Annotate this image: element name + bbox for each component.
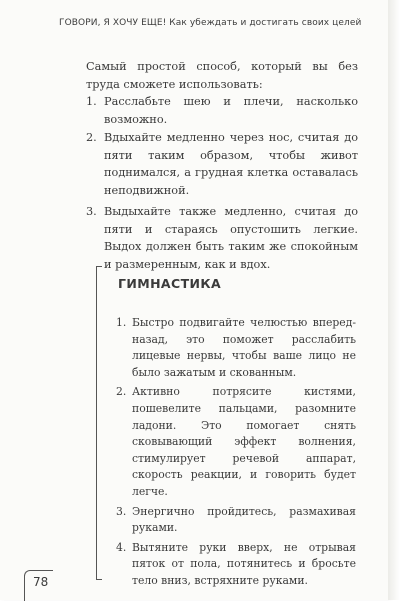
page-edge (388, 0, 400, 600)
running-header: ГОВОРИ, Я ХОЧУ ЕЩЕ! Как убеждать и достигать своих целей (59, 18, 362, 28)
list-item (116, 384, 356, 500)
gymnastics-steps-list (116, 315, 356, 590)
page-number (24, 570, 52, 598)
list-item-number: 3. (116, 504, 127, 518)
intro-section (86, 58, 358, 274)
list-item-text: Выдыхайте также медленно, считая до пяти и стараясь опустошить легкие. Выдох должен быть таким же спокойным и размеренным, как и вдох. (104, 205, 358, 271)
list-item (116, 315, 356, 381)
list-item (86, 203, 358, 273)
gymnastics-section (116, 315, 356, 593)
list-item (86, 129, 358, 199)
intro-lead: Самый простой способ, который вы без труда сможете использовать: (86, 60, 358, 91)
list-item (86, 93, 358, 128)
list-item-number: 4. (116, 540, 127, 554)
list-item-number: 3. (86, 205, 97, 218)
list-item-text: Быстро подвигайте челюстью вперед-назад, это поможет расслабить лицевые нервы, чтобы ваше лицо не было зажатым и скованным. (132, 316, 356, 379)
list-item (116, 504, 356, 537)
list-item-text: Вытяните руки вверх, не отрывая пяток от пола, потянитесь и бросьте тело вниз, встряхните руками. (132, 540, 356, 587)
breathing-steps-list (86, 93, 358, 273)
list-item-number: 1. (86, 95, 97, 108)
list-item (116, 540, 356, 590)
sidebar-rule-top-tick (96, 266, 102, 267)
list-item-text: Расслабьте шею и плечи, насколько возможно. (104, 95, 358, 126)
sidebar-rule (96, 266, 97, 580)
list-item-number: 1. (116, 316, 127, 329)
list-item-text: Вдыхайте медленно через нос, считая до пяти таким образом, чтобы живот поднимался, а грудная клетка оставалась неподвижной. (104, 131, 358, 197)
section-title: ГИМНАСТИКА (118, 276, 222, 291)
list-item-text: Активно потрясите кистями, пошевелите пальцами, разомните ладони. Это помогает снять сковывающий эффект волнения, стимулирует речевой аппарат, скорость реакции, и говорить будет легче. (132, 385, 356, 498)
page-number-text: 78 (33, 575, 49, 589)
list-item-number: 2. (116, 385, 127, 399)
list-item-text: Энергично пройдитесь, размахивая руками. (132, 504, 356, 535)
list-item-number: 2. (86, 131, 97, 144)
sidebar-rule-bottom-tick (96, 579, 102, 580)
